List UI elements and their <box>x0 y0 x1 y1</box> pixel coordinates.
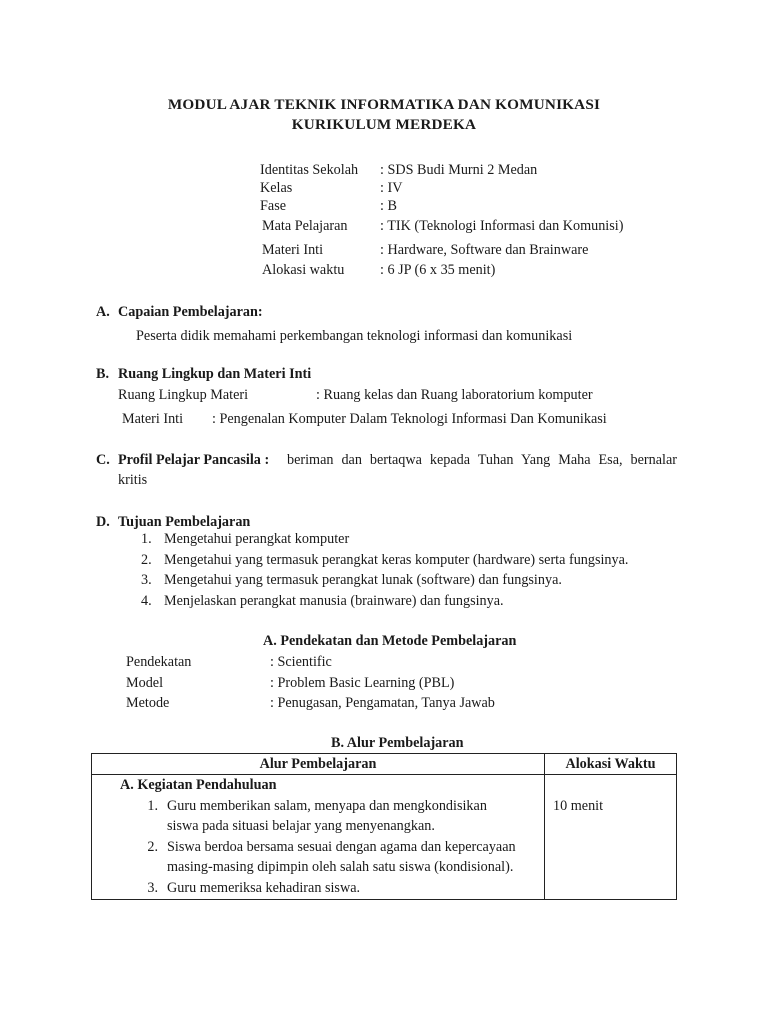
list-text: Guru memeriksa kehadiran siswa. <box>167 880 361 896</box>
list-number: 3. <box>141 572 152 588</box>
field-label: Materi Inti <box>122 411 184 427</box>
section-heading: Ruang Lingkup dan Materi Inti <box>118 366 312 382</box>
field-value: : Scientific <box>270 654 332 670</box>
document-title: MODUL AJAR TEKNIK INFORMATIKA DAN KOMUNIKASI <box>167 96 601 113</box>
identity-label: Materi Inti <box>262 242 324 258</box>
list-number: 3. <box>147 880 158 896</box>
column-header: Alokasi Waktu <box>545 754 677 775</box>
section-heading: Capaian Pembelajaran: <box>118 304 263 320</box>
identity-label: Alokasi waktu <box>262 262 345 278</box>
list-item: Mengetahui yang termasuk perangkat lunak (software) dan fungsinya. <box>164 572 562 588</box>
list-number: 4. <box>141 593 152 609</box>
section-heading: Tujuan Pembelajaran <box>118 514 251 530</box>
section-heading: B. Alur Pembelajaran <box>331 735 464 751</box>
column-header: Alur Pembelajaran <box>92 754 545 775</box>
list-number: 2. <box>147 839 158 855</box>
field-label: Ruang Lingkup Materi <box>118 387 249 403</box>
list-item: Menjelaskan perangkat manusia (brainware) dan fungsinya. <box>164 593 504 609</box>
field-value: : Pengenalan Komputer Dalam Teknologi Informasi Dan Komunikasi <box>212 411 607 427</box>
sub-heading: A. Kegiatan Pendahuluan <box>120 777 277 793</box>
field-label: Metode <box>126 695 170 711</box>
list-text: masing-masing dipimpin oleh salah satu siswa (kondisional). <box>167 859 514 875</box>
field-value: : Ruang kelas dan Ruang laboratorium komputer <box>316 387 593 403</box>
section-heading: A. Pendekatan dan Metode Pembelajaran <box>263 633 517 649</box>
section-letter: B. <box>96 366 110 382</box>
time-allocation: 10 menit <box>553 798 604 814</box>
list-number: 2. <box>141 552 152 568</box>
section-letter: D. <box>96 514 110 530</box>
identity-label: Mata Pelajaran <box>262 218 348 234</box>
identity-value: : TIK (Teknologi Informasi dan Komunisi) <box>380 218 624 234</box>
identity-value: : B <box>380 198 397 214</box>
field-label: Model <box>126 675 164 691</box>
list-text: Guru memberikan salam, menyapa dan mengkondisikan <box>167 798 487 814</box>
document-subtitle: KURIKULUM MERDEKA <box>291 116 477 133</box>
list-number: 1. <box>147 798 158 814</box>
identity-value: : 6 JP (6 x 35 menit) <box>380 262 496 278</box>
section-letter: C. <box>96 452 110 468</box>
section-letter: A. <box>96 304 110 320</box>
identity-value: : SDS Budi Murni 2 Medan <box>380 162 538 178</box>
table-cell <box>92 775 545 900</box>
identity-label: Identitas Sekolah <box>260 162 359 178</box>
field-label: Pendekatan <box>126 654 192 670</box>
section-body: kritis <box>118 472 148 488</box>
list-item: Mengetahui yang termasuk perangkat keras komputer (hardware) serta fungsinya. <box>164 552 629 568</box>
list-text: siswa pada situasi belajar yang menyenangkan. <box>167 818 435 834</box>
list-item: Mengetahui perangkat komputer <box>164 531 350 547</box>
identity-value: : Hardware, Software dan Brainware <box>380 242 589 258</box>
identity-label: Fase <box>260 198 287 214</box>
field-value: : Penugasan, Pengamatan, Tanya Jawab <box>270 695 495 711</box>
field-value: : Problem Basic Learning (PBL) <box>270 675 455 691</box>
identity-label: Kelas <box>260 180 293 196</box>
section-heading: Profil Pelajar Pancasila : <box>118 452 270 468</box>
alur-table <box>91 753 677 900</box>
list-number: 1. <box>141 531 152 547</box>
identity-value: : IV <box>380 180 403 196</box>
table-cell <box>545 775 677 900</box>
table-header-row <box>92 754 677 775</box>
section-body: beriman dan bertaqwa kepada Tuhan Yang Maha Esa, bernalar <box>287 452 677 468</box>
section-body: Peserta didik memahami perkembangan teknologi informasi dan komunikasi <box>136 328 573 344</box>
list-text: Siswa berdoa bersama sesuai dengan agama dan kepercayaan <box>167 839 516 855</box>
table-row <box>92 775 677 900</box>
